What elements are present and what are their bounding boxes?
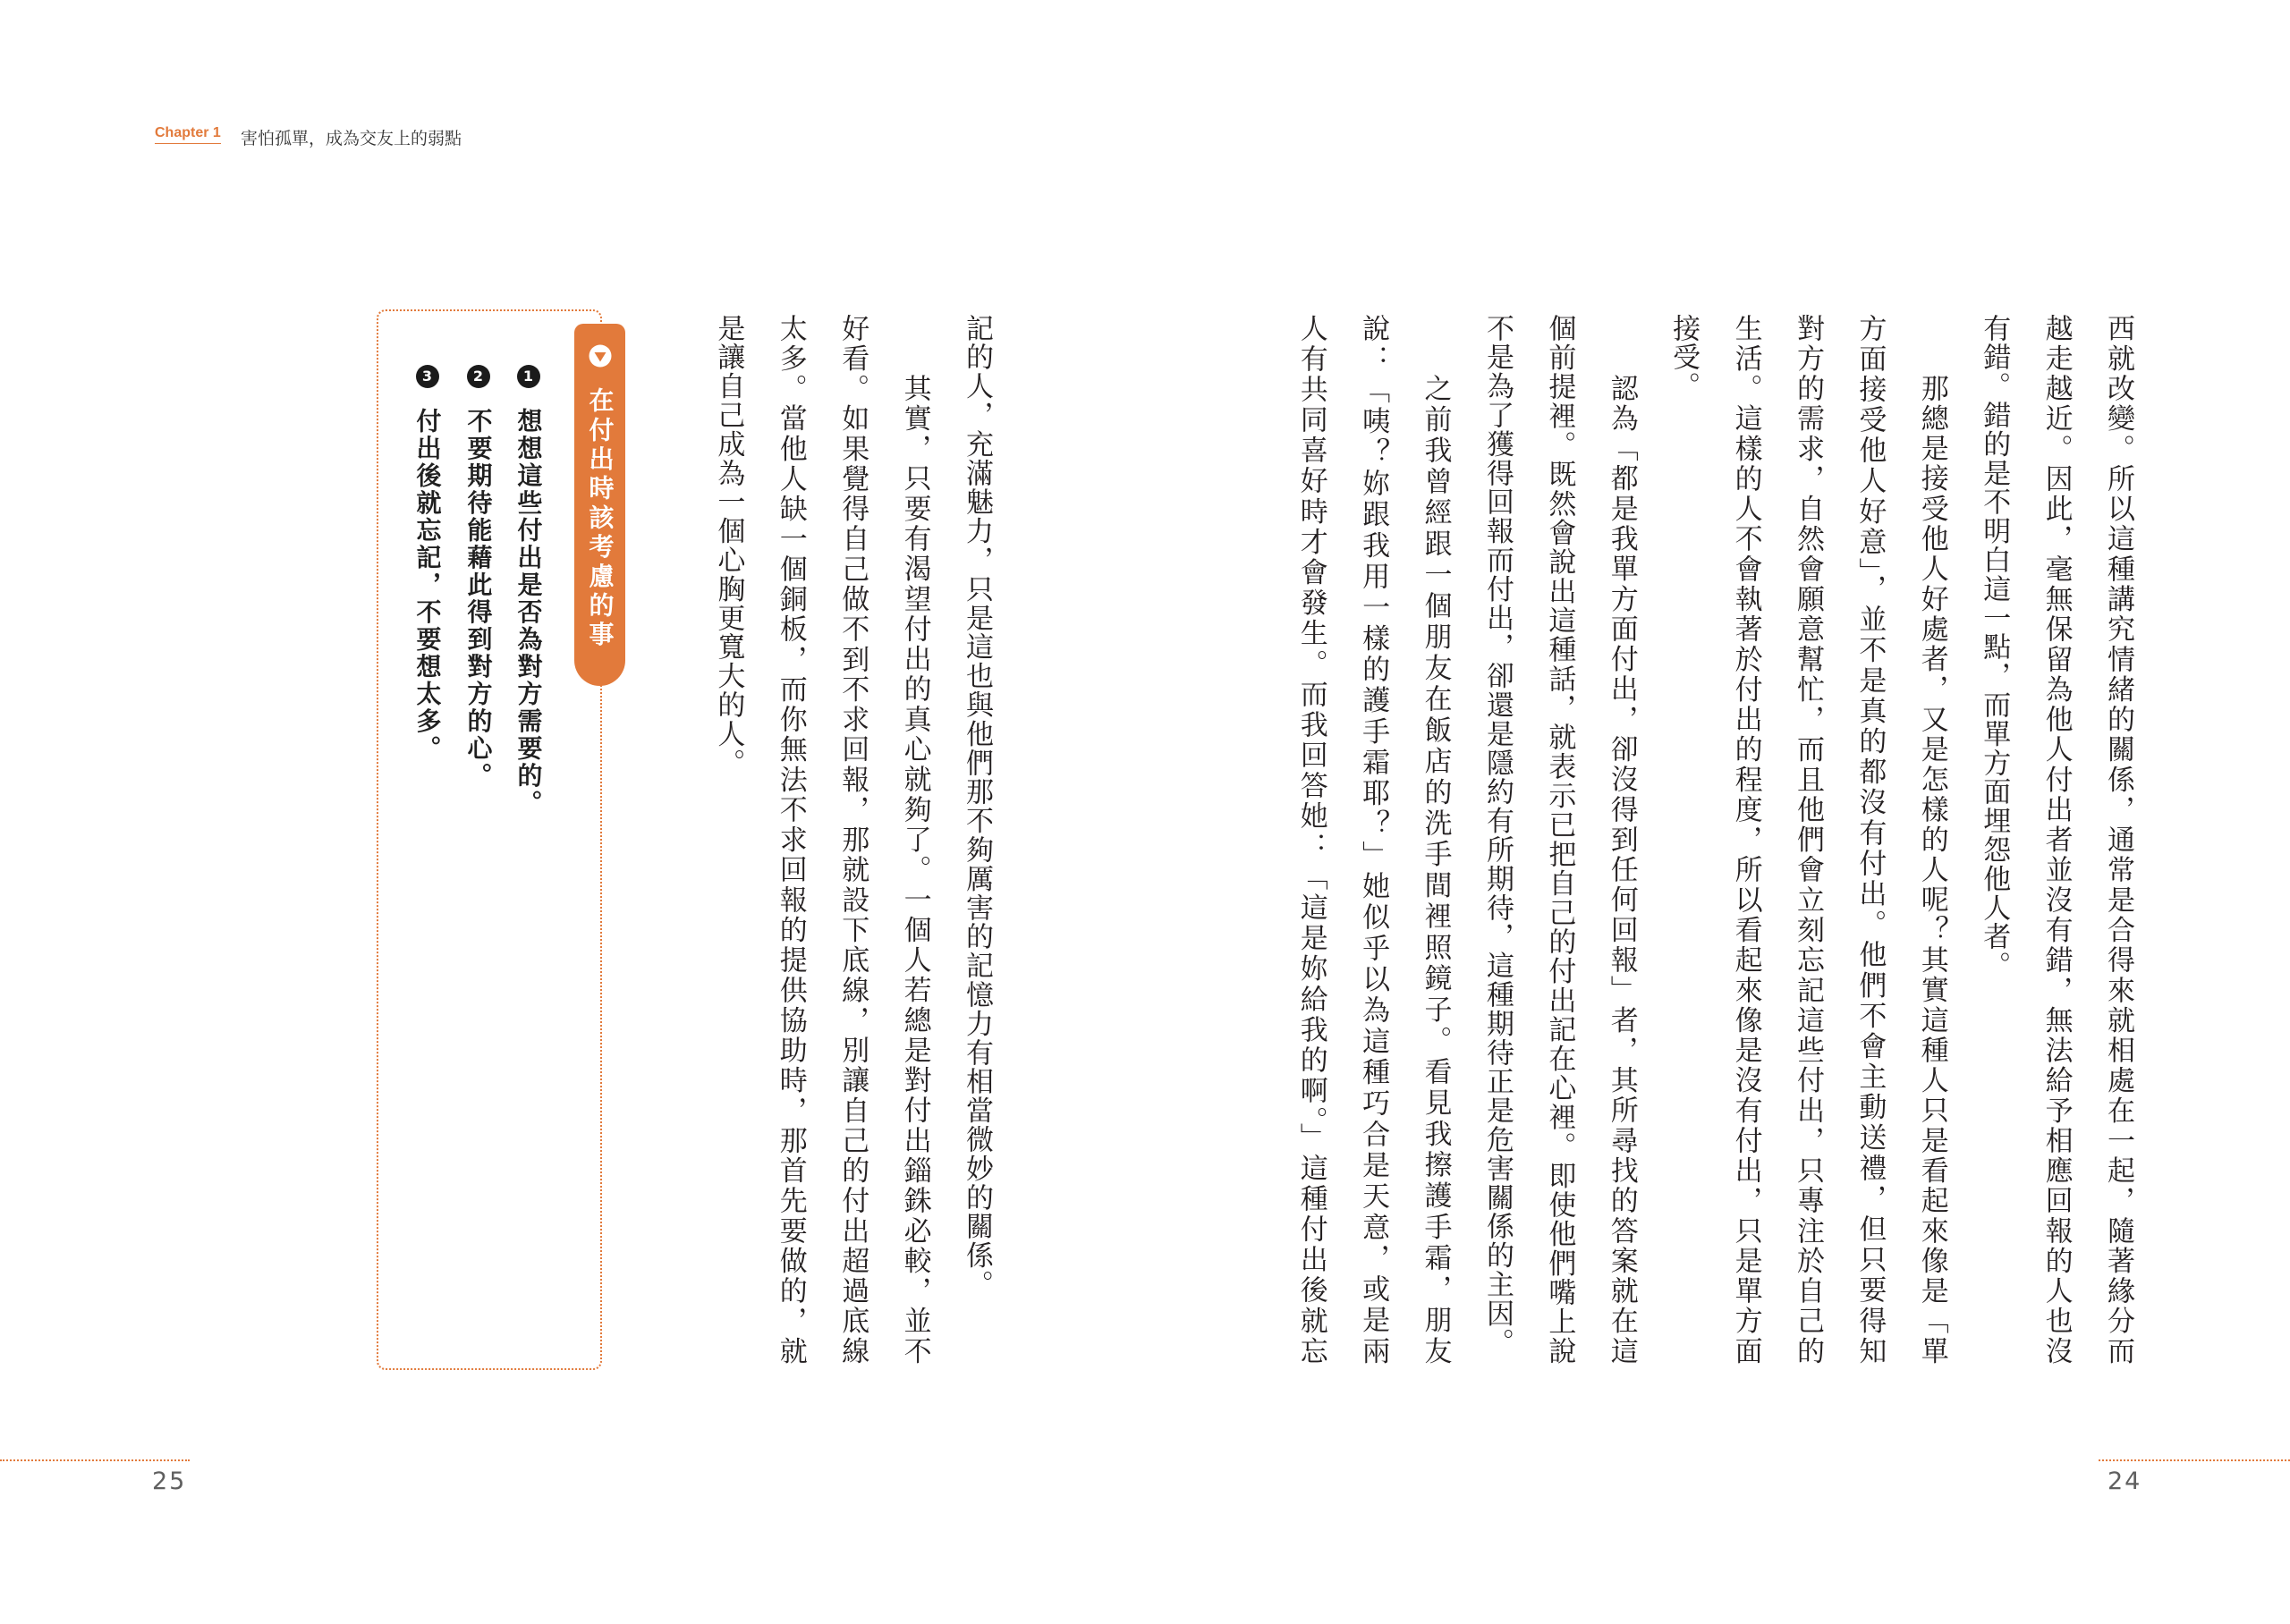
- text-line: 太多。當他人缺一個銅板，而你無法不求回報的提供協助時，那首先要做的，就: [774, 314, 807, 1366]
- checklist-item: [453, 365, 504, 790]
- paragraph: [697, 314, 946, 1378]
- text-line: 人有共同喜好時才會發生。而我回答她：「這是妳給我的啊。」這種付出後就忘: [1294, 314, 1327, 1366]
- text-line: 接受。: [1667, 314, 1701, 402]
- text-line: 越走越近。因此，毫無保留為他人付出者並沒有錯，無法給予相應回報的人也沒: [2040, 314, 2073, 1366]
- sidebar-title: 在付出時該考慮的事: [585, 387, 615, 651]
- text-line: 說：「咦？妳跟我用一樣的護手霜耶？」她似乎以為這種巧合是天意，或是兩: [1357, 314, 1390, 1366]
- paragraph: [1279, 314, 1465, 1378]
- text-line: 有錯。錯的是不明白這一點，而單方面埋怨他人者。: [1978, 314, 2011, 981]
- checklist-item: [503, 365, 554, 817]
- text-line: 方面接受他人好意」，並不是真的都沒有付出。他們不會主動送禮，但只要得知: [1853, 314, 1887, 1366]
- footer-dotted-rule: [2099, 1459, 2290, 1461]
- number-badge: 2: [467, 365, 490, 388]
- paragraph: [1466, 314, 1652, 1378]
- number-badge: 3: [416, 365, 439, 388]
- body-text: [697, 314, 1007, 1378]
- text-line: 認為「都是我單方面付出，卻沒得到任何回報」者，其所尋找的答案就在這: [1605, 374, 1638, 1366]
- chapter-label: Chapter 1: [155, 124, 221, 144]
- text-line: 不是為了獲得回報而付出，卻還是隱約有所期待，這種期待正是危害關係的主因。: [1480, 314, 1514, 1358]
- text-line: 對方的需求，自然會願意幫忙，而且他們會立刻忘記這些付出，只專注於自己的: [1791, 314, 1824, 1366]
- checklist-item-text: 不要期待能藉此得到對方的心。: [463, 408, 494, 790]
- checklist-item: [402, 365, 453, 763]
- paragraph: [946, 314, 1007, 1378]
- text-line: 記的人，充滿魅力，只是這也與他們那不夠厲害的記憶力有相當微妙的關係。: [961, 314, 993, 1299]
- page-number: 24: [2108, 1468, 2142, 1495]
- page-number: 25: [152, 1468, 187, 1495]
- text-line: 之前我曾經跟一個朋友在飯店的洗手間裡照鏡子。看見我擦護手霜，朋友: [1419, 374, 1452, 1366]
- text-line: 其實，只要有渴望付出的真心就夠了。一個人若總是對付出錙銖必較，並不: [898, 374, 931, 1366]
- sidebar-tab: [574, 324, 625, 686]
- number-badge: 1: [517, 365, 540, 388]
- paragraph: [1963, 314, 2149, 1378]
- checklist-item-text: 想想這些付出是否為對方需要的。: [513, 408, 544, 817]
- text-line: 那總是接受他人好處者，又是怎樣的人呢？其實這種人只是看起來像是「單: [1915, 374, 1948, 1366]
- text-line: 是讓自己成為一個心胸更寬大的人。: [712, 314, 745, 778]
- checklist-item-text: 付出後就忘記，不要想太多。: [412, 408, 443, 763]
- text-line: 個前提裡。既然會說出這種話，就表示已把自己的付出記在心裡。即使他們嘴上說: [1543, 314, 1576, 1366]
- footer-dotted-rule: [0, 1459, 190, 1461]
- chapter-title: 害怕孤單，成為交友上的弱點: [241, 129, 462, 148]
- down-triangle-icon: [589, 344, 612, 368]
- text-line: 西就改變。所以這種講究情緒的關係，通常是合得來就相處在一起，隨著緣分而: [2102, 314, 2134, 1366]
- body-text: [1279, 314, 2149, 1378]
- text-line: 好看。如果覺得自己做不到不求回報，那就設下底線，別讓自己的付出超過底線: [836, 314, 869, 1366]
- text-line: 生活。這樣的人不會執著於付出的程度，所以看起來像是沒有付出，只是單方面: [1729, 314, 1762, 1366]
- paragraph: [1652, 314, 1963, 1378]
